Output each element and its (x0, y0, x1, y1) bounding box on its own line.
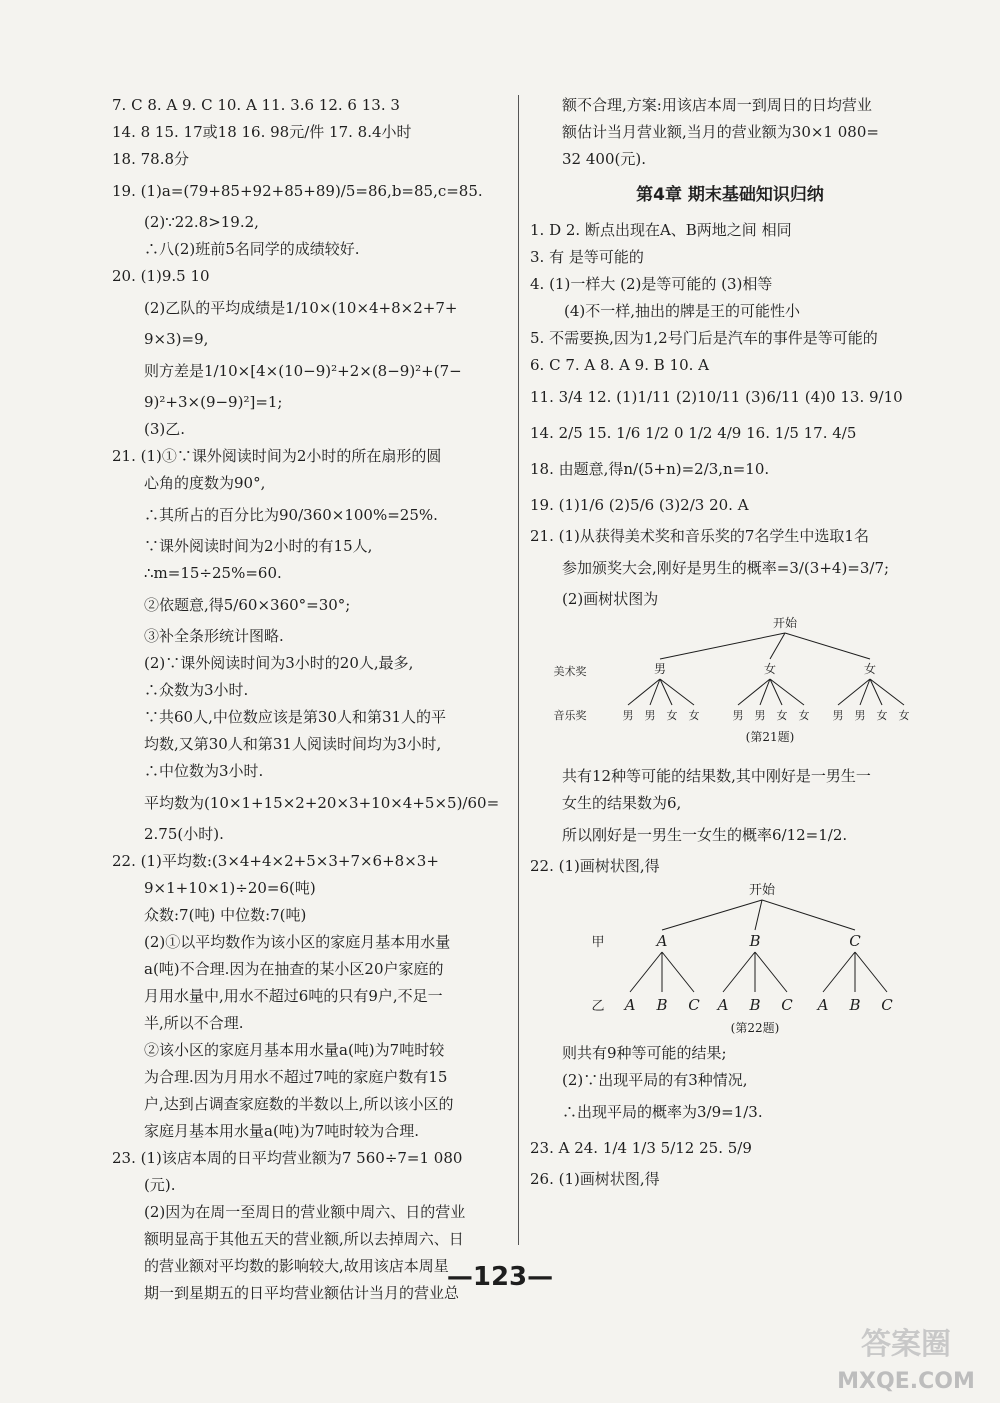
answer-line: 26. (1)画树状图,得 (530, 1170, 660, 1188)
answer-line: (2)∵出现平局的有3种情况, (562, 1071, 748, 1089)
answer-line: 2.75(小时). (144, 825, 224, 843)
watermark-logo (826, 1318, 986, 1398)
tree-level2-label: 乙 (591, 999, 605, 1014)
tree-diagram-22 (550, 880, 930, 1040)
page-number: —123— (446, 1262, 554, 1292)
answer-line: 额不合理,方案:用该店本周一到周日的日均营业 (562, 96, 872, 114)
tree-leaf: C (881, 996, 893, 1014)
answer-line: 5. 不需要换,因为1,2号门后是汽车的事件是等可能的 (530, 329, 878, 347)
tree-leaf: 女 (798, 709, 810, 722)
answer-line: (2)画树状图为 (562, 590, 659, 608)
answer-line: 家庭月基本用水量a(吨)为7吨时较为合理. (144, 1122, 419, 1140)
answer-line: 6. C 7. A 8. A 9. B 10. A (530, 356, 710, 374)
answer-line: 参加颁奖大会,刚好是男生的概率=3/(3+4)=3/7; (562, 559, 890, 577)
tree-leaf: C (688, 996, 700, 1014)
tree-leaf: 男 (832, 709, 844, 722)
tree-branch (630, 952, 887, 992)
tree-node: B (749, 932, 761, 950)
tree-node: 女 (863, 662, 877, 676)
answer-line: 20. (1)9.5 10 (112, 267, 210, 285)
answer-line: 9×1+10×1)÷20=6(吨) (144, 879, 316, 897)
answer-line: 额明显高于其他五天的营业额,所以去掉周六、日 (144, 1230, 464, 1248)
answer-line: 23. A 24. 1/4 1/3 5/12 25. 5/9 (530, 1139, 752, 1157)
answer-line: 平均数为(10×1+15×2+20×3+10×4+5×5)/60= (144, 794, 500, 812)
answer-line: 众数:7(吨) 中位数:7(吨) (144, 906, 307, 924)
answer-line: 18. 78.8分 (112, 150, 190, 168)
answer-line: 3. 有 是等可能的 (530, 248, 644, 266)
answer-line: 均数,又第30人和第31人阅读时间均为3小时, (144, 735, 442, 753)
tree-diagram-21 (550, 613, 930, 763)
answer-line: 额估计当月营业额,当月的营业额为30×1 080= (562, 123, 879, 141)
tree-leaf: 女 (898, 709, 910, 722)
answer-line: ∴出现平局的概率为3/9=1/3. (562, 1103, 763, 1121)
tree-node: 女 (763, 662, 777, 676)
answer-line: ∵共60人,中位数应该是第30人和第31人的平 (144, 708, 447, 726)
tree-leaf: B (749, 996, 761, 1014)
answer-line: (2)∵22.8>19.2, (144, 213, 259, 231)
answer-line: 女生的结果数为6, (562, 794, 682, 812)
answer-line: (2)∵课外阅读时间为3小时的20人,最多, (144, 654, 414, 672)
answer-line: 14. 8 15. 17或18 16. 98元/件 17. 8.4小时 (112, 123, 412, 141)
tree-leaf: B (656, 996, 668, 1014)
tree-leaf: 男 (732, 709, 744, 722)
answer-line: 9×3)=9, (144, 330, 209, 348)
answer-line: ∴m=15÷25%=60. (144, 564, 282, 582)
answer-line: (4)不一样,抽出的牌是王的可能性小 (564, 302, 801, 320)
right-column (530, 92, 930, 1193)
tree-branch (628, 679, 904, 705)
tree-branch (662, 900, 855, 930)
answer-line: 9)²+3×(9−9)²]=1; (144, 393, 283, 411)
answer-line: (元). (144, 1176, 176, 1194)
tree-leaf: 女 (666, 709, 678, 722)
tree-leaf: A (817, 996, 829, 1014)
tree-leaf: 女 (776, 709, 788, 722)
answer-line: 为合理.因为月用水不超过7吨的家庭户数有15 (144, 1068, 448, 1086)
tree-leaf: A (717, 996, 729, 1014)
tree-leaf: C (781, 996, 793, 1014)
answer-line: 户,达到占调查家庭数的半数以上,所以该小区的 (144, 1095, 454, 1113)
answer-line: 半,所以不合理. (144, 1014, 244, 1032)
answer-line: 22. (1)平均数:(3×4+4×2+5×3+7×6+8×3+ (112, 852, 439, 870)
tree-root: 开始 (748, 883, 776, 898)
answer-line: (2)因为在周一至周日的营业额中周六、日的营业 (144, 1203, 466, 1221)
figure-caption: (第22题) (730, 1021, 780, 1035)
answer-line: 19. (1)1/6 (2)5/6 (3)2/3 20. A (530, 496, 749, 514)
answer-line: 1. D 2. 断点出现在A、B两地之间 相同 (530, 221, 792, 239)
left-column (112, 92, 512, 1307)
answer-line: 的营业额对平均数的影响较大,故用该店本周星 (144, 1257, 449, 1275)
tree-level2-label: 音乐奖 (553, 709, 587, 722)
answer-line: 21. (1)①∵课外阅读时间为2小时的所在扇形的圆 (112, 447, 442, 465)
tree-node: A (656, 932, 668, 950)
tree-node: C (849, 932, 861, 950)
answer-line: ∴其所占的百分比为90/360×100%=25%. (144, 506, 438, 524)
tree-leaf: 男 (754, 709, 766, 722)
tree-leaf: A (624, 996, 636, 1014)
tree-leaf: 男 (622, 709, 634, 722)
answer-line: 32 400(元). (562, 150, 646, 168)
answer-line: 共有12种等可能的结果数,其中刚好是一男生一 (562, 767, 871, 785)
tree-leaf: B (849, 996, 861, 1014)
answer-line: 23. (1)该店本周的日平均营业额为7 560÷7=1 080 (112, 1149, 463, 1167)
watermark-url: MXQE.COM (837, 1369, 975, 1394)
answer-line: 19. (1)a=(79+85+92+85+89)/5=86,b=85,c=85. (112, 182, 483, 200)
answer-line: 21. (1)从获得美术奖和音乐奖的7名学生中选取1名 (530, 527, 869, 545)
answer-line: 7. C 8. A 9. C 10. A 11. 3.6 12. 6 13. 3 (112, 96, 400, 114)
answer-line: 4. (1)一样大 (2)是等可能的 (3)相等 (530, 275, 773, 293)
tree-node: 男 (653, 662, 667, 676)
answer-line: ∴八(2)班前5名同学的成绩较好. (144, 240, 360, 258)
tree-leaf: 女 (876, 709, 888, 722)
tree-leaf: 男 (644, 709, 656, 722)
tree-level1-label: 甲 (591, 935, 605, 950)
answer-line: ∵课外阅读时间为2小时的有15人, (144, 537, 373, 555)
answer-line: 所以刚好是一男生一女生的概率6/12=1/2. (562, 826, 848, 844)
tree-leaf: 男 (854, 709, 866, 722)
chapter-title: 第4章 期末基础知识归纳 (636, 185, 824, 205)
answer-line: 期一到星期五的日平均营业额估计当月的营业总 (144, 1284, 460, 1302)
answer-line: 月用水量中,用水不超过6吨的只有9户,不足一 (144, 987, 443, 1005)
answer-line: 14. 2/5 15. 1/6 1/2 0 1/2 4/9 16. 1/5 17. 4/5 (530, 424, 857, 442)
tree-leaf: 女 (688, 709, 700, 722)
tree-root: 开始 (772, 616, 798, 630)
tree-level1-label: 美术奖 (553, 665, 587, 678)
figure-caption: (第21题) (745, 730, 795, 744)
answer-line: 22. (1)画树状图,得 (530, 857, 660, 875)
answer-line: 则方差是1/10×[4×(10−9)²+2×(8−9)²+(7− (144, 362, 462, 380)
answer-line: 则共有9种等可能的结果; (562, 1044, 727, 1062)
answer-line: 18. 由题意,得n/(5+n)=2/3,n=10. (530, 460, 770, 478)
answer-line: (2)①以平均数作为该小区的家庭月基本用水量 (144, 933, 451, 951)
tree-branch (660, 633, 870, 659)
answer-line: ∴众数为3小时. (144, 681, 249, 699)
answer-line: ②该小区的家庭月基本用水量a(吨)为7吨时较 (144, 1041, 445, 1059)
answer-line: ∴中位数为3小时. (144, 762, 264, 780)
watermark-text: 答案圈 (861, 1327, 951, 1362)
answer-line: a(吨)不合理.因为在抽查的某小区20户家庭的 (144, 960, 444, 978)
answer-line: 11. 3/4 12. (1)1/11 (2)10/11 (3)6/11 (4)0 13. 9/10 (530, 388, 903, 406)
answer-line: (3)乙. (144, 420, 186, 438)
answer-line: ③补全条形统计图略. (144, 627, 284, 645)
answer-line: ②依题意,得5/60×360°=30°; (144, 596, 351, 614)
answer-line: 心角的度数为90°, (144, 474, 266, 492)
answer-line: (2)乙队的平均成绩是1/10×(10×4+8×2+7+ (144, 299, 458, 317)
column-divider (518, 95, 519, 1245)
